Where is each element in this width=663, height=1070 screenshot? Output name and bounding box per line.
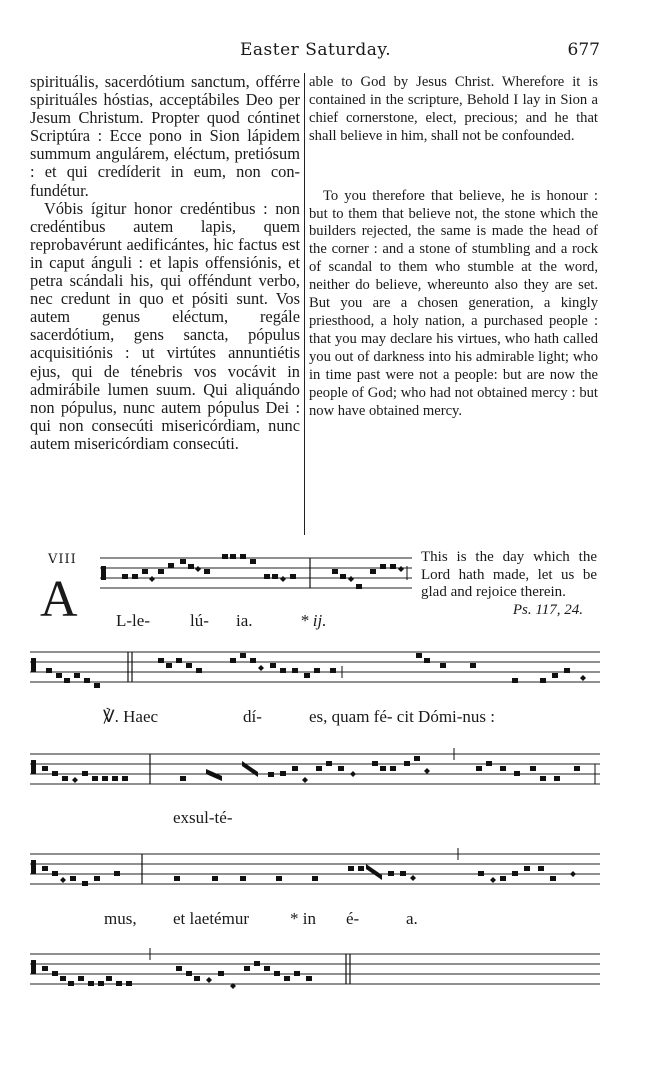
lyric-4a: mus,: [104, 909, 137, 928]
lyric-4d: é-: [346, 909, 360, 928]
chant-staff-2: [30, 648, 600, 696]
running-header: [30, 40, 600, 64]
antiphon-reference: Ps. 117, 24.: [512, 601, 583, 618]
lyric-4e: a.: [406, 909, 418, 928]
lyric-1a: L-le-: [116, 611, 150, 630]
english-column: [309, 74, 598, 420]
column-divider: [304, 73, 305, 535]
latin-paragraph-1: spirituális, sacerdótium sanctum, offérre spirituáles hóstias, acceptábiles Deo per Jesum Christum. Propter quod cóntinet Scriptúra : Ecce pono in Sion lápidem summum angulárem, eléctum, pretiósum : et qui credíderit in eum, non confundétur.: [30, 72, 300, 200]
chant-staff-5: [30, 948, 600, 1000]
english-paragraph-2: To you therefore that believe, he is honour : but to them that believe not, the stone which the builders rejected, the same is made the head of the corner : and a stone of stumbling and a rock of scandal to them who stumble at the word, neither do believe, whereunto also they are set. But you are a chosen generation, a kingly priesthood, a holy nation, a purchased people : that you may declare his virtues, who hath called you out of darkness into his admirable light; who in time past were not a people: but are now the people of God; who had not obtained mercy : but now have obtained mercy.: [309, 187, 598, 419]
chant-staff-4: [30, 848, 600, 900]
page-number: 677: [567, 40, 600, 60]
lyric-2a: ℣. Haec: [103, 707, 159, 726]
lyric-3a: exsul-té-: [173, 808, 233, 827]
chant-mode: VIII: [48, 552, 77, 567]
lyric-1c: ia.: [236, 611, 253, 630]
antiphon-text: This is the day which the Lord hath made, let us be glad and rejoice therein.: [421, 549, 597, 600]
lyric-1d: * ij.: [300, 611, 327, 630]
english-paragraph-1: able to God by Jesus Christ. Wherefore it is contained in the scripture, Behold I lay in Sion a chief cornerstone, elect, precious; and he that shall believe in him, shall not be confounded.: [309, 74, 598, 144]
lyric-2c: es, quam fé- cit Dómi-nus :: [309, 707, 496, 726]
antiphon-translation: [421, 549, 597, 619]
latin-column: [30, 73, 300, 453]
lyric-2b: dí-: [243, 707, 262, 726]
lyric-4c: * in: [290, 909, 316, 928]
page-title: Easter Saturday.: [240, 40, 392, 60]
chant-staff-1: [100, 552, 412, 604]
chant-initial: A: [40, 571, 78, 628]
latin-paragraph-2: Vóbis ígitur honor credéntibus : non credéntibus autem lapis, quem reprobavérunt aedificántes, hic factus est in caput ánguli : et lapis offensiónis, et petra scándali his, qui offéndunt verbo, nec credunt in quo et pósiti sunt. Vos autem genus eléctum, regále sacerdótium, gens sancta, pópulus acquisitiónis : ut virtútes annuntiétis ejus, qui de ténebris vos vocávit in admirábile lumen suum. Qui aliquándo non pópulus, nunc autem pópulus Dei : qui non consecúti misericórdiam, nunc autem misericórdiam consecúti.: [30, 198, 300, 453]
lyric-1b: lú-: [190, 611, 209, 630]
lyric-4b: et laetémur: [173, 909, 249, 928]
chant-staff-3: [30, 748, 600, 800]
